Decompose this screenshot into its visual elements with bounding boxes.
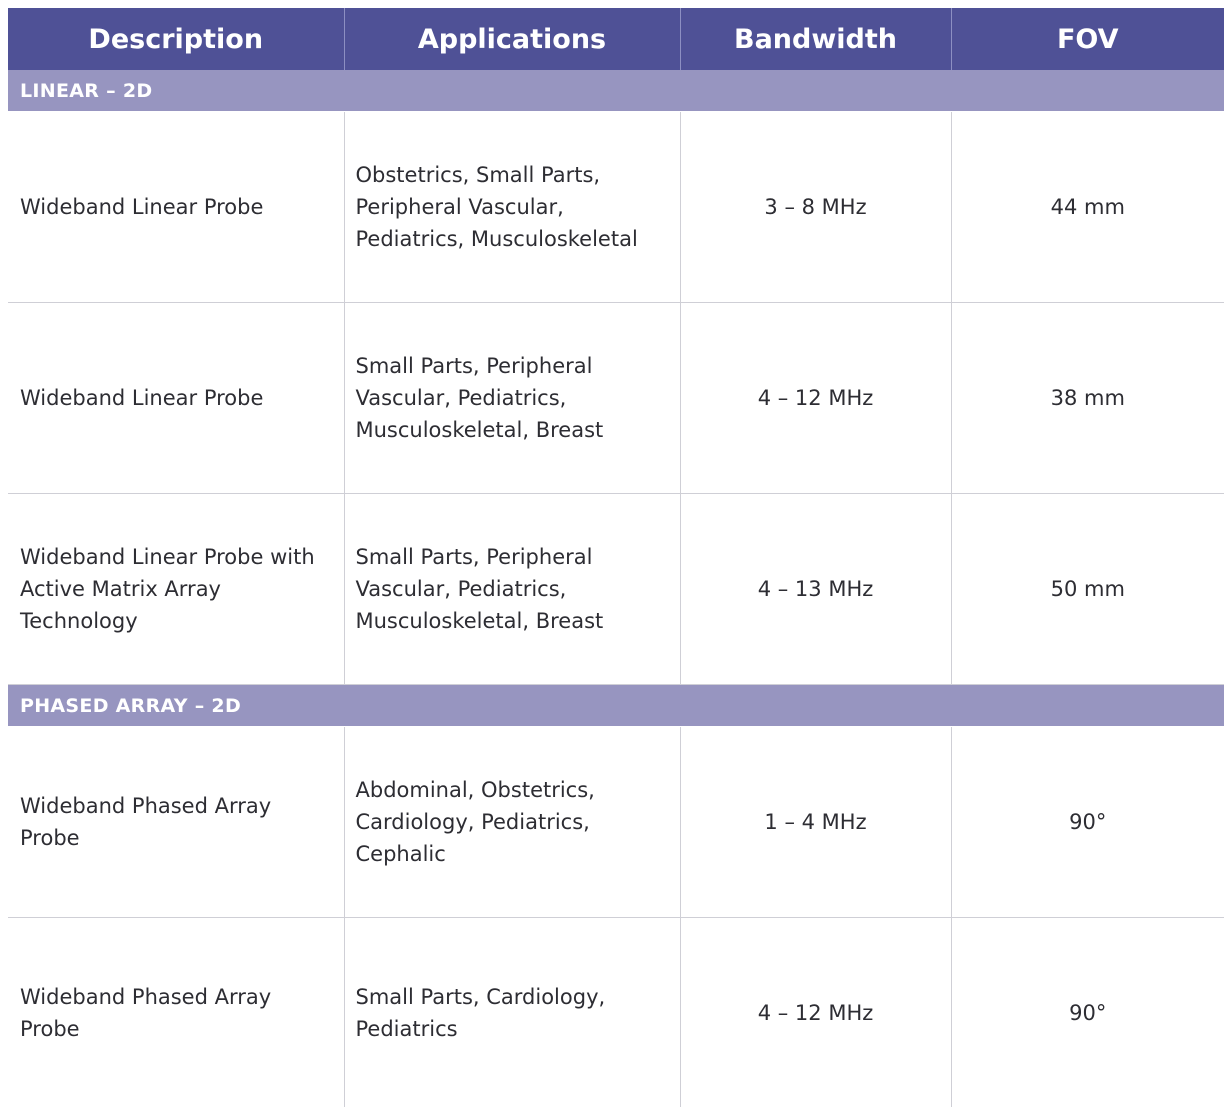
cell-description: Wideband Phased Array Probe	[8, 918, 344, 1108]
cell-applications: Abdominal, Obstetrics, Cardiology, Pediatrics, Cephalic	[344, 727, 680, 918]
column-header-bandwidth: Bandwidth	[680, 8, 951, 70]
cell-description: Wideband Phased Array Probe	[8, 727, 344, 918]
cell-description: Wideband Linear Probe	[8, 303, 344, 494]
section-title: PHASED ARRAY – 2D	[8, 685, 1224, 727]
cell-fov: 44 mm	[951, 112, 1224, 303]
probe-spec-table	[8, 8, 1224, 1107]
cell-applications: Small Parts, Cardiology, Pediatrics	[344, 918, 680, 1108]
cell-bandwidth: 1 – 4 MHz	[680, 727, 951, 918]
cell-fov: 50 mm	[951, 494, 1224, 685]
cell-applications: Small Parts, Peripheral Vascular, Pediatrics, Musculoskeletal, Breast	[344, 303, 680, 494]
cell-bandwidth: 4 – 12 MHz	[680, 303, 951, 494]
cell-description: Wideband Linear Probe	[8, 112, 344, 303]
table-row	[8, 918, 1224, 1108]
column-header-description: Description	[8, 8, 344, 70]
cell-bandwidth: 4 – 12 MHz	[680, 918, 951, 1108]
table-row	[8, 112, 1224, 303]
cell-fov: 38 mm	[951, 303, 1224, 494]
table-header-row	[8, 8, 1224, 70]
cell-fov: 90°	[951, 727, 1224, 918]
section-row-linear	[8, 70, 1224, 112]
column-header-applications: Applications	[344, 8, 680, 70]
cell-description: Wideband Linear Probe with Active Matrix Array Technology	[8, 494, 344, 685]
cell-fov: 90°	[1069, 1000, 1107, 1025]
column-header-fov: FOV	[951, 8, 1224, 70]
table-row	[8, 727, 1224, 918]
section-title: LINEAR – 2D	[8, 70, 1224, 112]
table-row	[8, 303, 1224, 494]
cell-applications: Small Parts, Peripheral Vascular, Pediatrics, Musculoskeletal, Breast	[344, 494, 680, 685]
cell-applications: Obstetrics, Small Parts, Peripheral Vascular, Pediatrics, Musculoskeletal	[344, 112, 680, 303]
table-row	[8, 494, 1224, 685]
section-row-phased-array	[8, 685, 1224, 727]
cell-bandwidth: 3 – 8 MHz	[680, 112, 951, 303]
cell-bandwidth: 4 – 13 MHz	[680, 494, 951, 685]
